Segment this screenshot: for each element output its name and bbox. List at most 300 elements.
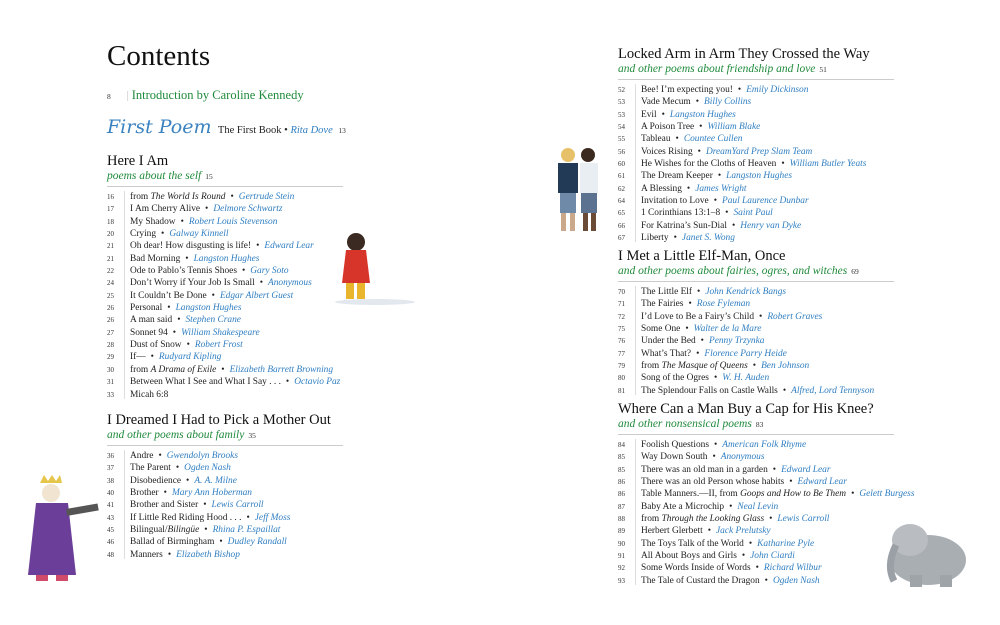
separator: • [186, 340, 190, 351]
poem-title: from [130, 364, 151, 375]
poem-title: The Little Elf [641, 287, 693, 297]
poem-entry[interactable] [618, 183, 894, 195]
poem-author: Emily Dickinson [746, 85, 809, 95]
poem-entry[interactable] [618, 501, 894, 513]
page-number: 66 [618, 221, 625, 230]
poem-author: Edward Lear [264, 241, 314, 252]
poem-title: Tableau [641, 134, 671, 145]
separator: • [150, 352, 154, 363]
poem-title: Baby Ate a Microchip [641, 501, 725, 512]
separator: • [685, 324, 689, 335]
separator: • [748, 538, 753, 549]
page-number: 43 [107, 513, 114, 522]
page-number: 90 [618, 539, 625, 548]
poem-entry[interactable] [107, 228, 343, 240]
poem-entry[interactable] [618, 133, 894, 145]
poem-title-italic: The Masque of Queens [661, 361, 748, 372]
poem-entry[interactable] [618, 146, 894, 158]
poem-entry[interactable] [107, 462, 343, 474]
page-number: 53 [618, 110, 625, 119]
poem-author: Rita Dove [290, 125, 333, 136]
poem-title: Invitation to Love [641, 196, 709, 207]
poem-title: Herbert Glerbett [641, 526, 703, 537]
page-number: 69 [851, 267, 859, 276]
section-fairies [618, 248, 894, 397]
poem-title: Disobedience [130, 475, 182, 486]
page-number: 8 [107, 92, 111, 101]
page-number: 26 [107, 304, 114, 313]
poem-entry[interactable] [618, 158, 894, 170]
poem-list [618, 84, 894, 244]
separator: • [675, 134, 679, 145]
section-heading[interactable]: I Dreamed I Had to Pick a Mother Out [107, 412, 331, 428]
poem-entry[interactable] [107, 450, 343, 462]
poem-entry[interactable] [107, 216, 343, 228]
page-number: 91 [618, 552, 625, 561]
poem-author: Stephen Crane [185, 315, 241, 326]
poem-author: Rhina P. Espaillat [212, 525, 281, 536]
section-here-i-am [107, 153, 343, 401]
page-number: 93 [618, 576, 625, 585]
page-number: 52 [618, 86, 625, 94]
poem-author: American Folk Rhyme [722, 440, 807, 450]
separator: • [712, 452, 716, 463]
poem-title: Between What I See and What I Say . . . [130, 377, 281, 388]
section-subtitle [618, 63, 894, 80]
page-number: 86 [618, 490, 625, 499]
poem-entry[interactable] [618, 562, 894, 574]
poem-entry[interactable] [618, 513, 894, 525]
poem-author: William Blake [707, 122, 761, 133]
poem-title: I Am Cherry Alive [130, 204, 201, 215]
separator: • [161, 229, 165, 240]
poem-entry[interactable] [107, 512, 343, 524]
poem-author: Gwendolyn Brooks [166, 451, 238, 461]
poem-author: W. H. Auden [722, 373, 770, 384]
page-title: Contents [107, 40, 211, 72]
separator: • [851, 489, 855, 500]
poem-entry[interactable] [618, 348, 894, 360]
poem-title: Bad Morning [130, 253, 181, 264]
poem-author: Ogden Nash [772, 575, 820, 586]
separator: • [713, 196, 717, 207]
poem-title: Bilingual/ [130, 525, 168, 536]
page-number: 31 [107, 378, 114, 387]
poem-author: Dudley Randall [227, 537, 287, 548]
poem-author: Richard Wilbur [763, 563, 822, 574]
poem-entry[interactable] [107, 277, 343, 289]
poem-author: Jeff Moss [254, 512, 291, 523]
poem-author: James Wright [695, 183, 747, 194]
section-nonsense [618, 401, 915, 587]
separator: • [211, 290, 215, 301]
poem-entry[interactable] [107, 339, 343, 351]
poem-entry[interactable] [107, 203, 343, 215]
poem-author: Robert Graves [767, 311, 823, 322]
poem-title: I’d Love to Be a Fairy’s Child [641, 311, 755, 322]
page-number: 72 [618, 312, 625, 321]
poem-title: Liberty [641, 233, 669, 244]
poem-title-italic: Bilingüe [167, 525, 200, 536]
page-number: 30 [107, 365, 114, 374]
separator: • [230, 192, 234, 202]
poem-title: Some One [641, 324, 681, 335]
poem-entry[interactable] [618, 451, 894, 463]
poem-entry[interactable] [107, 265, 343, 277]
poem-title: Evil [641, 109, 657, 120]
separator: • [769, 514, 773, 525]
page-number: 75 [618, 325, 625, 334]
page-number: 25 [107, 291, 114, 300]
poem-title: The Dream Keeper [641, 171, 713, 182]
poem-author: Neal Levin [737, 501, 779, 512]
poem-entry[interactable] [107, 536, 343, 548]
poem-title: Voices Rising [641, 146, 693, 157]
separator: • [695, 97, 700, 108]
poem-author: Edgar Albert Guest [219, 290, 294, 301]
separator: • [241, 266, 246, 277]
poem-entry[interactable] [107, 499, 343, 511]
poem-author: Langston Hughes [726, 171, 793, 182]
poem-title-italic: Goops and How to Be Them [740, 489, 847, 500]
page-number: 60 [618, 160, 625, 169]
poem-entry[interactable] [107, 290, 343, 302]
separator: • [731, 220, 736, 231]
poem-title: Bee! I’m expecting you! [641, 85, 733, 95]
page-number: 70 [618, 288, 625, 296]
page-number: 54 [618, 123, 625, 132]
poem-author: Robert Louis Stevenson [188, 216, 278, 227]
page-number: 61 [618, 172, 625, 181]
page-number: 21 [107, 254, 114, 263]
page-number: 64 [618, 197, 625, 206]
poem-author: Delmore Schwartz [213, 204, 283, 215]
page-number: 36 [107, 452, 114, 460]
poem-author: Anonymous [267, 278, 312, 289]
poem-author: Galway Kinnell [169, 229, 229, 240]
poem-title: Sonnet 94 [130, 327, 168, 338]
poem-title: from [130, 192, 151, 202]
page-number: 62 [618, 184, 625, 193]
separator: • [219, 537, 223, 548]
section-subtitle-text: and other poems about friendship and love [618, 63, 816, 75]
poem-title: Vade Mecum [641, 97, 691, 108]
poem-title: 1 Corinthians 13:1–8 [641, 208, 721, 219]
page-number: 17 [107, 205, 114, 214]
poem-entry[interactable] [618, 232, 894, 244]
poem-entry[interactable] [618, 550, 894, 562]
separator: • [729, 501, 733, 512]
poem-entry[interactable] [618, 121, 894, 133]
poem-title: The Tale of Custard the Dragon [641, 575, 760, 586]
separator: • [713, 440, 718, 450]
section-subtitle [107, 170, 343, 187]
section-friendship [618, 46, 894, 244]
poem-title: He Wishes for the Cloths of Heaven [641, 159, 777, 170]
page-number: 83 [755, 420, 764, 429]
page-number: 53 [618, 98, 625, 107]
page-number: 65 [618, 209, 625, 218]
section-heading[interactable]: Here I Am [107, 153, 169, 169]
poem-title: The Splendour Falls on Castle Walls [641, 385, 778, 396]
page-number: 45 [107, 526, 114, 535]
separator: • [752, 361, 757, 372]
page-number: 92 [618, 564, 625, 573]
poem-author: Janet S. Wong [681, 233, 735, 244]
separator: • [204, 525, 208, 536]
poem-author: Gary Soto [250, 266, 289, 277]
separator: • [259, 278, 263, 289]
poem-title: Under the Bed [641, 336, 696, 347]
poem-title: Oh dear! How disgusting is life! [130, 241, 252, 252]
poem-title: from [641, 514, 662, 525]
poem-entry[interactable] [618, 323, 894, 335]
section-heading[interactable]: I Met a Little Elf-Man, Once [618, 248, 786, 264]
poem-author: John Ciardi [750, 551, 795, 562]
separator: • [696, 348, 700, 359]
poem-entry[interactable] [618, 525, 894, 537]
poem-title: Micah 6:8 [130, 389, 169, 400]
separator: • [186, 475, 190, 486]
page-number: 37 [107, 464, 114, 473]
poem-title: What’s That? [641, 348, 692, 359]
poem-entry[interactable] [107, 549, 343, 561]
poem-author: Edward Lear [781, 464, 831, 475]
poem-author: Rudyard Kipling [158, 352, 222, 363]
separator: • [764, 575, 768, 586]
separator: • [697, 287, 701, 297]
separator: • [697, 146, 701, 157]
poem-entry[interactable] [107, 475, 343, 487]
poem-list [618, 286, 894, 397]
poem-title-italic: Through the Looking Glass [661, 514, 765, 525]
first-poem-label: First Poem [107, 116, 212, 138]
separator: • [221, 364, 225, 375]
poem-author: Katharine Pyle [757, 538, 815, 549]
poem-title-italic: The World Is Round [150, 192, 226, 202]
poem-entry[interactable] [618, 170, 894, 182]
two-boys-illustration [550, 145, 610, 237]
poem-author: DreamYard Prep Slam Team [705, 146, 813, 157]
poem-author: Anonymous [720, 452, 765, 463]
page-number: 80 [618, 374, 625, 383]
poem-title: All About Boys and Girls [641, 551, 737, 562]
poem-entry[interactable] [618, 286, 894, 298]
poem-author: Mary Ann Hoberman [171, 488, 252, 499]
poem-entry[interactable] [618, 84, 894, 96]
poem-author: John Kendrick Bangs [705, 287, 787, 297]
poem-title: The Toys Talk of the World [641, 538, 744, 549]
page-number: 18 [107, 217, 114, 226]
poem-entry[interactable] [618, 464, 894, 476]
poem-entry[interactable] [618, 298, 894, 310]
poem-author: Edward Lear [797, 477, 847, 488]
page-number: 27 [107, 328, 114, 337]
separator: • [772, 464, 777, 475]
section-family [107, 412, 343, 561]
page-number: 48 [107, 550, 114, 559]
page-number: 88 [618, 515, 625, 524]
poem-title: from [641, 361, 662, 372]
poem-author: Robert Frost [194, 340, 243, 351]
first-poem-entry[interactable] [107, 116, 350, 138]
separator: • [185, 253, 189, 264]
poem-title: Personal [130, 303, 163, 314]
separator: • [688, 299, 692, 310]
poem-author: Paul Laurence Dunbar [722, 196, 809, 207]
poem-entry[interactable] [618, 476, 894, 488]
poem-entry[interactable] [618, 439, 894, 451]
separator: • [700, 336, 704, 347]
page-number: 41 [107, 501, 114, 510]
poem-author: Elizabeth Bishop [176, 549, 240, 560]
poem-title: If Little Red Riding Hood . . . [130, 512, 242, 523]
poem-entry[interactable] [618, 538, 894, 550]
poem-entry[interactable] [107, 314, 343, 326]
separator: • [180, 216, 184, 227]
poem-title: Crying [130, 229, 157, 240]
poem-entry[interactable] [107, 376, 343, 388]
poem-entry[interactable] [107, 191, 343, 203]
poem-entry[interactable] [618, 385, 894, 397]
poem-title: A Poison Tree [641, 122, 695, 133]
poem-title: The Fairies [641, 299, 684, 310]
separator: • [686, 183, 691, 194]
section-subtitle-text: and other poems about fairies, ogres, and witches [618, 265, 848, 277]
poem-entry[interactable] [107, 364, 343, 376]
poem-entry[interactable] [107, 302, 343, 314]
page-number: 29 [107, 353, 114, 362]
separator: • [707, 526, 711, 537]
separator: • [167, 303, 171, 314]
poem-author: Octavio Paz [294, 377, 341, 388]
separator: • [713, 373, 718, 384]
page-number: 16 [107, 193, 114, 201]
poem-entry[interactable] [107, 487, 343, 499]
poem-title: Brother [130, 488, 159, 499]
divider [127, 91, 128, 101]
page-number: 71 [618, 300, 625, 309]
poem-entry[interactable] [107, 240, 343, 252]
poem-author: Langston Hughes [669, 109, 736, 120]
page-number: 46 [107, 538, 114, 547]
poem-entry[interactable] [618, 96, 894, 108]
poem-author: Rose Fyleman [696, 299, 751, 310]
page-number: 33 [107, 390, 114, 399]
poem-entry[interactable] [107, 524, 343, 536]
separator: • [205, 204, 209, 215]
page-number: 21 [107, 242, 114, 251]
poem-entry[interactable] [618, 311, 894, 323]
poem-entry[interactable] [618, 335, 894, 347]
poem-title: There was an old Person whose habits [641, 477, 785, 488]
poem-title: A man said [130, 315, 173, 326]
page-number: 76 [618, 337, 625, 346]
poem-entry[interactable] [107, 327, 343, 339]
poem-entry[interactable] [618, 575, 894, 587]
poem-title: Ode to Pablo’s Tennis Shoes [130, 266, 237, 277]
poem-entry[interactable] [618, 372, 894, 384]
poem-entry[interactable] [618, 195, 894, 207]
page-number: 51 [819, 65, 827, 74]
poem-entry[interactable] [618, 488, 915, 500]
separator: • [284, 125, 288, 136]
poem-entry[interactable] [618, 360, 894, 372]
poem-author: Gelett Burgess [859, 489, 915, 500]
separator: • [167, 549, 172, 560]
poem-entry[interactable] [618, 207, 894, 219]
poem-author: Ogden Nash [184, 463, 231, 474]
section-subtitle-text: and other nonsensical poems [618, 418, 752, 430]
separator: • [782, 385, 787, 396]
page-number: 77 [618, 349, 625, 358]
separator: • [789, 477, 793, 488]
separator: • [781, 159, 785, 170]
poem-author: Ben Johnson [761, 361, 810, 372]
section-heading[interactable]: Locked Arm in Arm They Crossed the Way [618, 46, 870, 62]
poem-entry[interactable] [107, 253, 343, 265]
poem-title: Brother and Sister [130, 500, 199, 511]
intro-entry[interactable] [107, 88, 304, 103]
page-number: 40 [107, 489, 114, 498]
separator: • [755, 563, 759, 574]
poem-author: Elizabeth Barrett Browning [229, 364, 334, 375]
poem-author: William Shakespeare [181, 327, 260, 338]
page-number: 56 [618, 147, 625, 156]
page-number: 79 [618, 362, 625, 371]
elephant-illustration [880, 515, 970, 590]
poem-entry[interactable] [107, 351, 343, 363]
separator: • [759, 311, 763, 322]
page-number: 24 [107, 279, 114, 288]
poem-title: Foolish Questions [641, 440, 709, 450]
poem-list [618, 439, 915, 587]
page-number: 67 [618, 234, 625, 243]
separator: • [158, 451, 162, 461]
section-heading[interactable]: Where Can a Man Buy a Cap for His Knee? [618, 401, 874, 417]
poem-title-italic: A Drama of Exile [150, 364, 217, 375]
separator: • [717, 171, 722, 182]
section-subtitle [107, 429, 343, 446]
poem-title: Some Words Inside of Words [641, 563, 751, 574]
poem-title: Don’t Worry if Your Job Is Small [130, 278, 255, 289]
poem-title: Way Down South [641, 452, 708, 463]
poem-author: Langston Hughes [193, 253, 260, 264]
page-number: 28 [107, 341, 114, 350]
page-number: 86 [618, 478, 625, 487]
separator: • [256, 241, 260, 252]
poem-author: Jack Prelutsky [716, 526, 771, 537]
page-number: 22 [107, 267, 114, 276]
poem-title: For Katrina’s Sun-Dial [641, 220, 727, 231]
separator: • [673, 233, 677, 244]
section-subtitle-text: poems about the self [107, 170, 202, 182]
poem-entry[interactable] [618, 109, 894, 121]
separator: • [699, 122, 703, 133]
poem-entry[interactable] [618, 220, 894, 232]
separator: • [172, 327, 177, 338]
poem-title: Table Manners.—II, from [641, 489, 741, 500]
poem-entry[interactable] [107, 389, 343, 401]
poem-title: Ballad of Birmingham [130, 537, 215, 548]
section-subtitle [618, 265, 894, 282]
poem-author: Alfred, Lord Tennyson [791, 385, 875, 396]
poem-title: If— [130, 352, 146, 363]
page-number: 26 [107, 316, 114, 325]
poem-author: Florence Parry Heide [704, 348, 787, 359]
page-number: 85 [618, 453, 625, 462]
poem-author: Lewis Carroll [211, 500, 264, 511]
